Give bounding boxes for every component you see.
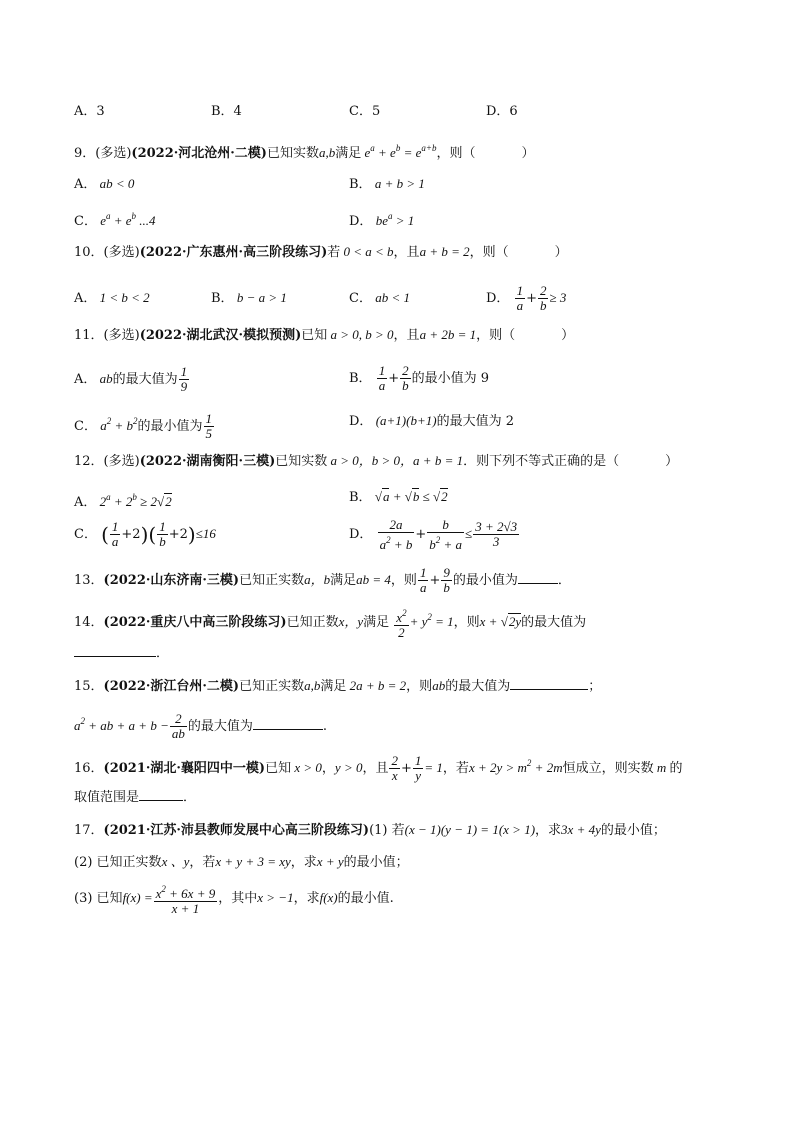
q12-option-a: A． $2^a + 2^b \ge 2√2$ (74, 492, 172, 510)
q11-option-b: B． $\frac{1}{a}$ + $\frac{2}{b}$ 的最小值为 9 (349, 363, 490, 393)
q11-option-c: C． $a^2 + b^2$的最小值为 $\frac{1}{5}$ (74, 411, 212, 441)
q12-option-c: C． ( $\frac{1}{a}$ +2)( $\frac{1}{b}$ +2)≤16 (74, 519, 216, 549)
q11-source: (2022·湖北武汉·模拟预测) (139, 328, 302, 343)
q16-line2: 取值范围是 ． (74, 786, 196, 810)
q12-option-d: D． $\frac{2a}{a^2 + b}$ + $\frac{b}{b^2 + a}$ ≤ $\frac{3 + 2√3}{3}$ (349, 516, 518, 552)
q16-answer-blank (139, 786, 183, 801)
q16-stem: 16．(2021·湖北·襄阳四中一模)已知 x > 0，y > 0，且 $\frac{2}{x}$ + $\frac{1}{y}$ = 1，若$x + 2y > m^2 + 2m$恒成立，则实数 m 的 (74, 753, 683, 783)
q9-option-c: C． $e^a + e^b$ ...4 (74, 211, 156, 229)
q15-answer-blank-2 (253, 715, 323, 730)
q9-source: (2022·河北沧州·二模) (131, 146, 267, 161)
q10-option-a: A． 1 < b < 2 (74, 290, 150, 306)
q11-option-a: A． ab的最大值为 $\frac{1}{9}$ (74, 364, 188, 394)
q16-source: (2021·湖北·襄阳四中一模) (103, 761, 266, 776)
q10-option-b: B． b − a > 1 (211, 290, 287, 306)
q13-stem: 13．(2022·山东济南·三模)已知正实数a，b满足ab = 4，则 $\frac{1}{a}$ + $\frac{9}{b}$ 的最小值为 ． (74, 565, 571, 595)
q10-option-d: D． $\frac{1}{a}$ + $\frac{2}{b}$ ≥ 3 (486, 283, 567, 313)
q9-option-d: D． $be^a > 1$ (349, 211, 415, 229)
q15-source: (2022·浙江台州·二模) (103, 679, 240, 694)
q14-answer-line: ． (74, 642, 169, 666)
q12-stem: 12．(多选)(2022·湖南衡阳·三模)已知实数 a > 0，b > 0，a + b = 1．则下列不等式正确的是（ ） (74, 453, 679, 469)
q17-part2: (2) 已知正实数x 、y，若x + y + 3 = xy，求x + y的最小值； (74, 854, 409, 870)
q10-source: (2022·广东惠州·高三阶段练习) (139, 245, 328, 260)
q14-stem: 14．(2022·重庆八中高三阶段练习)已知正数x，y满足 $\frac{x^2}{2}$ + $y^2 = 1$，则x + √2y的最大值为 (74, 607, 587, 640)
q8-option-b: B．4 (211, 104, 242, 119)
q10-option-c: C． ab < 1 (349, 290, 410, 306)
q8-option-c: C．5 (349, 104, 381, 119)
q15-line2: $a^2$ + ab + a + b − $\frac{2}{ab}$ 的最大值为 . (74, 711, 327, 741)
q8-option-a: A．3 (74, 104, 105, 119)
q10-stem: 10．(多选)(2022·广东惠州·高三阶段练习)若 0 < a < b，且a + b = 2，则（ ） (74, 244, 568, 260)
q14-answer-blank (74, 642, 156, 657)
q11-option-d: D． (a+1)(b+1)的最大值为 2 (349, 413, 514, 429)
q17-source: (2021·江苏·沛县教师发展中心高三阶段练习) (103, 823, 370, 838)
q9-option-a: A． ab < 0 (74, 176, 135, 192)
q17-stem: 17．(2021·江苏·沛县教师发展中心高三阶段练习)(1) 若(x − 1)(y − 1) = 1(x > 1)，求3x + 4y的最小值； (74, 822, 666, 838)
q15-stem: 15．(2022·浙江台州·二模)已知正实数a,b满足 2a + b = 2，则ab的最大值为 ； (74, 674, 601, 699)
q8-option-d: D．6 (486, 104, 518, 119)
q13-source: (2022·山东济南·三模) (103, 573, 240, 588)
q14-source: (2022·重庆八中高三阶段练习) (103, 615, 287, 630)
q9-option-b: B． a + b > 1 (349, 176, 425, 192)
q17-part3: (3) 已知f(x) = $\frac{x^2 + 6x + 9}{x + 1}$ ，其中x > −1，求f(x)的最小值. (74, 883, 394, 916)
q15-answer-blank-1 (510, 675, 588, 690)
q9-stem: 9．(多选)(2022·河北沧州·二模)已知实数a,b满足 $e^a + e^b = e^{a+b}$，则（ ） (74, 143, 535, 161)
q12-source: (2022·湖南衡阳·三模) (139, 454, 276, 469)
q13-answer-blank (518, 569, 558, 584)
q11-stem: 11．(多选)(2022·湖北武汉·模拟预测)已知 a > 0, b > 0，且a + 2b = 1，则（ ） (74, 327, 575, 343)
q12-option-b: B． √a + √b ≤ √2 (349, 489, 448, 505)
